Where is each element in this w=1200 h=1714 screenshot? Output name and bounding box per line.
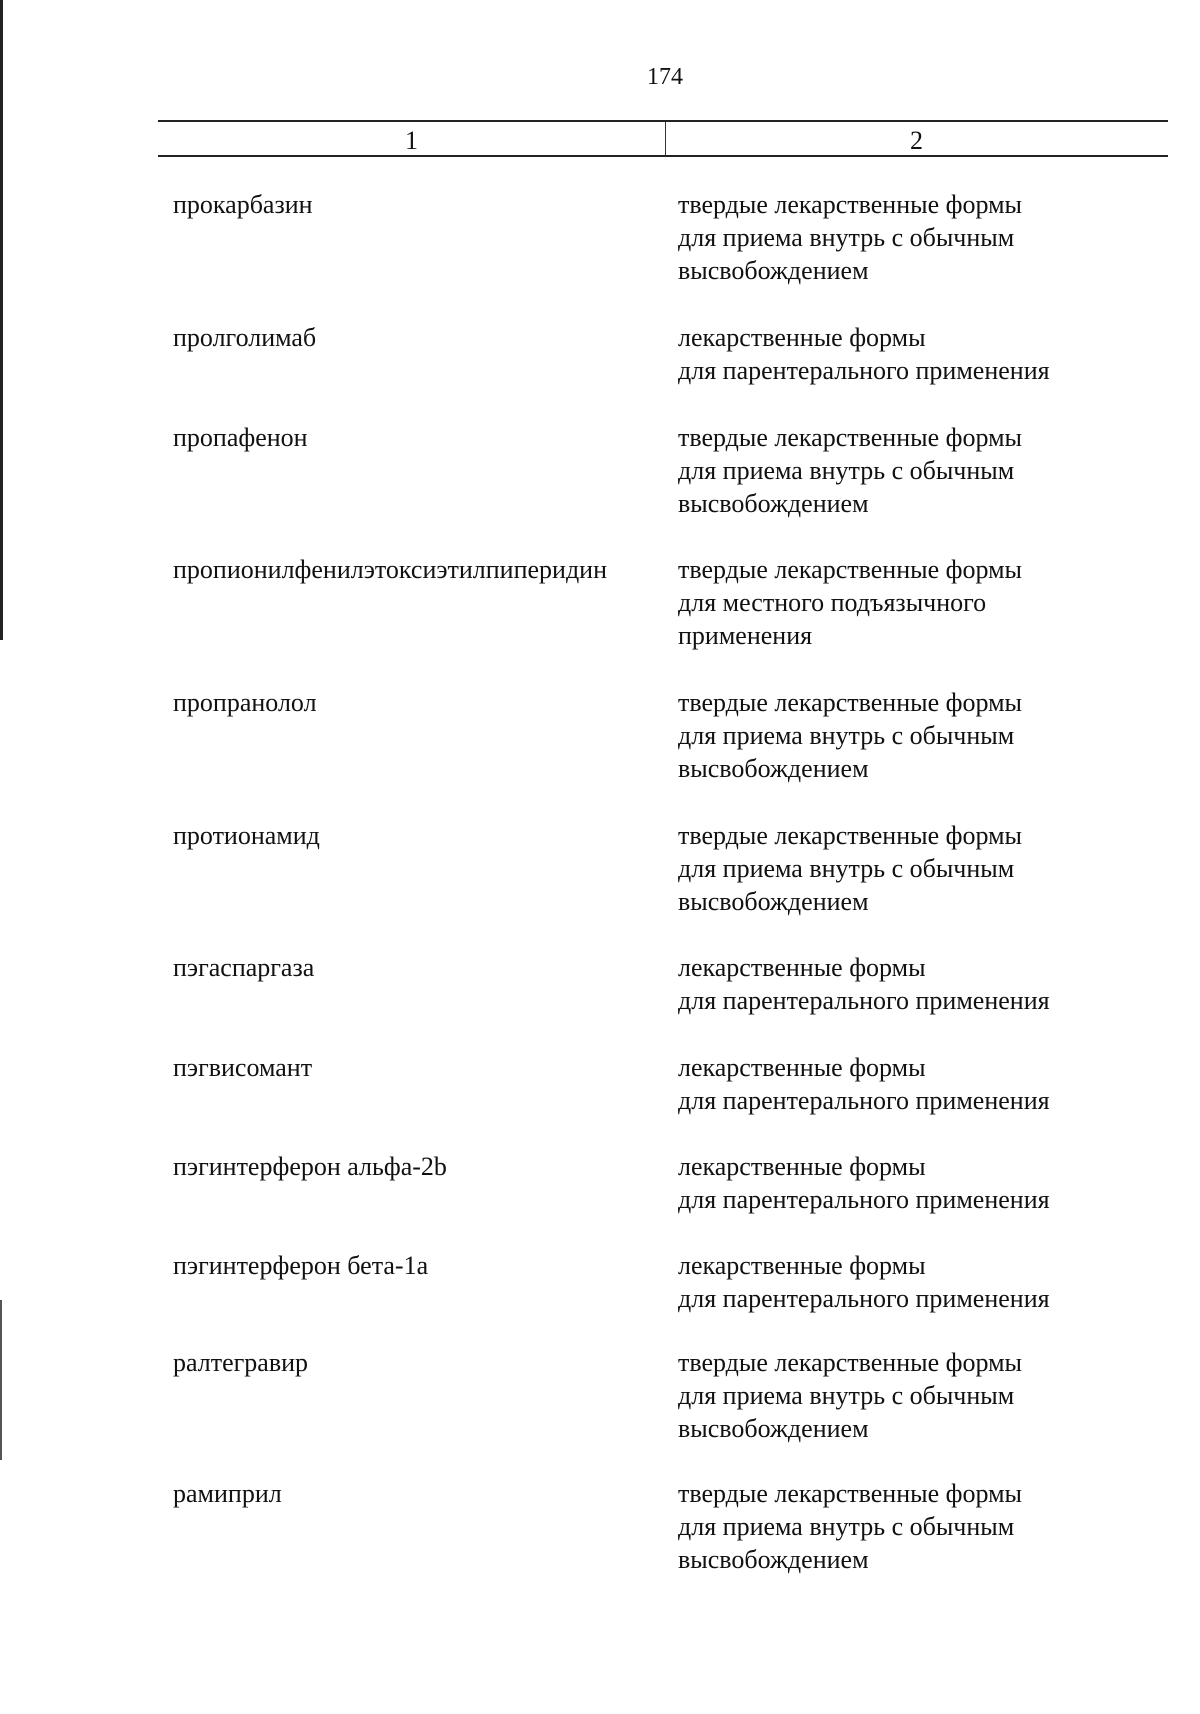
drug-name: пропафенон xyxy=(173,423,308,452)
drug-name: рамиприл xyxy=(173,1479,282,1508)
dosage-form: твердые лекарственные формы для местного подъязычного применения xyxy=(678,555,1022,650)
scan-edge xyxy=(0,0,3,640)
column-header-1: 1 xyxy=(405,126,418,155)
table-top-rule xyxy=(158,120,1168,122)
dosage-form: лекарственные формы для парентерального применения xyxy=(678,323,1050,385)
drug-name: пэгинтерферон бета-1a xyxy=(173,1251,429,1280)
drug-name: пропранолол xyxy=(173,688,317,717)
drug-name: пэгаспаргаза xyxy=(173,953,315,982)
dosage-form: твердые лекарственные формы для приема внутрь с обычным высвобождением xyxy=(678,1348,1022,1443)
drug-name: пэгвисомант xyxy=(173,1053,313,1082)
table-header-rule xyxy=(158,155,1168,157)
scan-edge xyxy=(0,1300,2,1460)
dosage-form: твердые лекарственные формы для приема внутрь с обычным высвобождением xyxy=(678,688,1022,783)
dosage-form: твердые лекарственные формы для приема внутрь с обычным высвобождением xyxy=(678,423,1022,518)
dosage-form: твердые лекарственные формы для приема внутрь с обычным высвобождением xyxy=(678,190,1022,285)
drug-name: протионамид xyxy=(173,821,320,850)
drug-name: пэгинтерферон альфа-2b xyxy=(173,1152,447,1181)
dosage-form: лекарственные формы для парентерального применения xyxy=(678,953,1050,1015)
dosage-form: лекарственные формы для парентерального применения xyxy=(678,1251,1050,1313)
drug-name: ралтегравир xyxy=(173,1348,309,1377)
column-header-2: 2 xyxy=(910,126,923,155)
page-number: 174 xyxy=(647,64,683,90)
drug-name: пролголимаб xyxy=(173,323,317,352)
drug-name: пропионилфенилэтоксиэтилпиперидин xyxy=(173,555,608,584)
dosage-form: лекарственные формы для парентерального применения xyxy=(678,1053,1050,1115)
dosage-form: лекарственные формы для парентерального применения xyxy=(678,1152,1050,1214)
drug-name: прокарбазин xyxy=(173,190,313,219)
dosage-form: твердые лекарственные формы для приема внутрь с обычным высвобождением xyxy=(678,1479,1022,1574)
dosage-form: твердые лекарственные формы для приема внутрь с обычным высвобождением xyxy=(678,821,1022,916)
